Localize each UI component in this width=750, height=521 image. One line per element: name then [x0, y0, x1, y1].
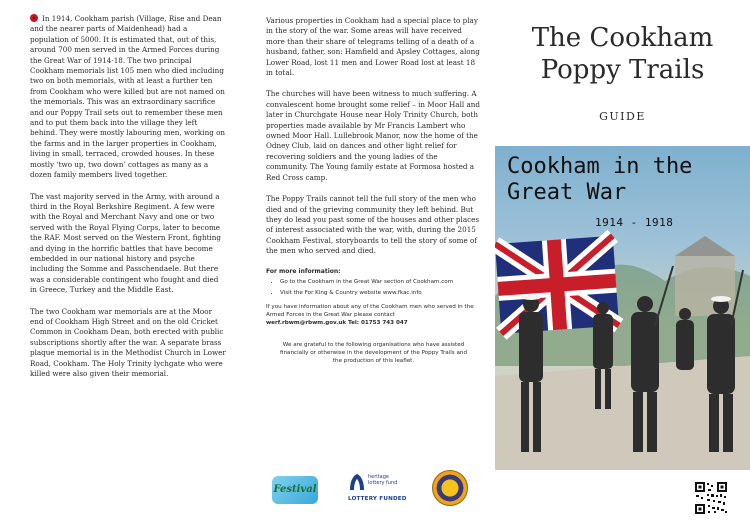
heritage-lottery-fund-logo — [346, 470, 410, 510]
more-info-item: • Visit the For King & Country website www.fkac.info — [280, 289, 481, 297]
qr-code-icon — [694, 481, 728, 515]
cover-image — [495, 146, 750, 470]
cover-column — [495, 0, 750, 521]
contact-block — [266, 303, 481, 327]
sponsor-logos — [272, 470, 472, 510]
page-title — [495, 22, 750, 86]
poppy-icon — [30, 14, 38, 22]
cover-image-title — [507, 154, 747, 206]
cover-dates: 1914 - 1918 — [595, 216, 674, 229]
hlf-text: heritage lottery fund — [368, 474, 398, 486]
more-info-item: • Go to the Cookham in the Great War section of Cookham.com — [280, 278, 481, 286]
middle-column — [250, 0, 495, 521]
hlf-hands-icon — [348, 472, 366, 492]
cover-title-line-1: Cookham in the — [507, 154, 693, 179]
lottery-funded-label: LOTTERY FUNDED — [348, 496, 407, 502]
paragraph-3: The two Cookham war memorials are at the Moor end of Cookham High Street and on the old Cricket Common in Cookham Dean, both erected with public subscriptions shortly after the war. A separate brass plaque memorial is in the Methodist Church in Lower Road, Cookham. The Holy Trinity lychgate who were killed were also given their memorial. — [30, 306, 226, 378]
festival-logo: Festival — [272, 476, 318, 504]
thanks-note: We are grateful to the following organisations who have assisted financially or otherwise in the development of the Poppy Trails and the production of this leaflet. — [279, 341, 468, 364]
title-line-1: The Cookham — [531, 23, 714, 53]
cover-title-line-2: Great War — [507, 180, 627, 205]
society-seal-logo — [432, 470, 468, 506]
contact-text: If you have information about any of the Cookham men who served in the Armed Forces in the Great War please contact — [266, 303, 474, 318]
left-column — [0, 0, 250, 521]
paragraph-6: The Poppy Trails cannot tell the full story of the men who died and of the grieving community they left behind. But they do lead you past some of the houses and other places of interest associated with the war, with, during the 2015 Cookham Festival, storyboards to tell the story of some of the men who served and died. — [266, 194, 480, 256]
paragraph-4: Various properties in Cookham had a special place to play in the story of the war. Some areas will have received more than their share of telegrams telling of a death of a husband, father, son: Hamfield and Apsley Cottages, along Lower Road, lost 11 men and Lower Road lost at least 18 in total. — [266, 16, 480, 78]
more-info-list — [266, 278, 481, 297]
guide-label: GUIDE — [599, 110, 646, 123]
paragraph-1: In 1914, Cookham parish (Village, Rise and Dean and the nearer parts of Maidenhead) had a population of 5000. It is estimated that, out of this, around 700 men served in the Armed Forces during the Great War of 1914-18. The two principal Cookham memorials list 105 men who died including two on both memorials, with at least a further ten from Cookham who were killed but are not named on the memorials. This was an extraordinary sacrifice and our Poppy Trail sets out to remember these men and to put them back into the village they left behind. They were mostly labouring men, working on the farms and in the larger properties in Cookham, living in small, terraced, crowded houses. In these mostly ‘two up, two down’ cottages as many as a dozen family members lived together. — [30, 14, 226, 180]
paragraph-5: The churches will have been witness to much suffering. A convalescent home brought some relief – in Moor Hall and later in Churchgate House near Holy Trinity Church, both properties made available by Mr Francis Lambert who owned Moor Hall. Lullebrook Manor, now the home of the Odney Club, laid on dances and other light relief for recovering soldiers and the young ladies of the community. The Young family estate at Formosa hosted a Red Cross camp. — [266, 89, 480, 182]
title-line-2: Poppy Trails — [540, 55, 705, 85]
more-info-heading: For more information: — [266, 267, 341, 275]
paragraph-2: The vast majority served in the Army, with around a third in the Royal Berkshire Regiment. A few were with the Royal and Merchant Navy and one or two served with the Royal Flying Corps, later to become the RAF. Most served on the Western Front, fighting and dying in the horrific battles that have become embedded in our national history and psyche including the Somme and Passchendaele. But there was a considerable contingent who fought and died in Greece, Turkey and the Middle East. — [30, 191, 222, 295]
contact-details: werf.rbwm@rbwm.gov.uk Tel: 01753 743 047 — [266, 319, 408, 326]
